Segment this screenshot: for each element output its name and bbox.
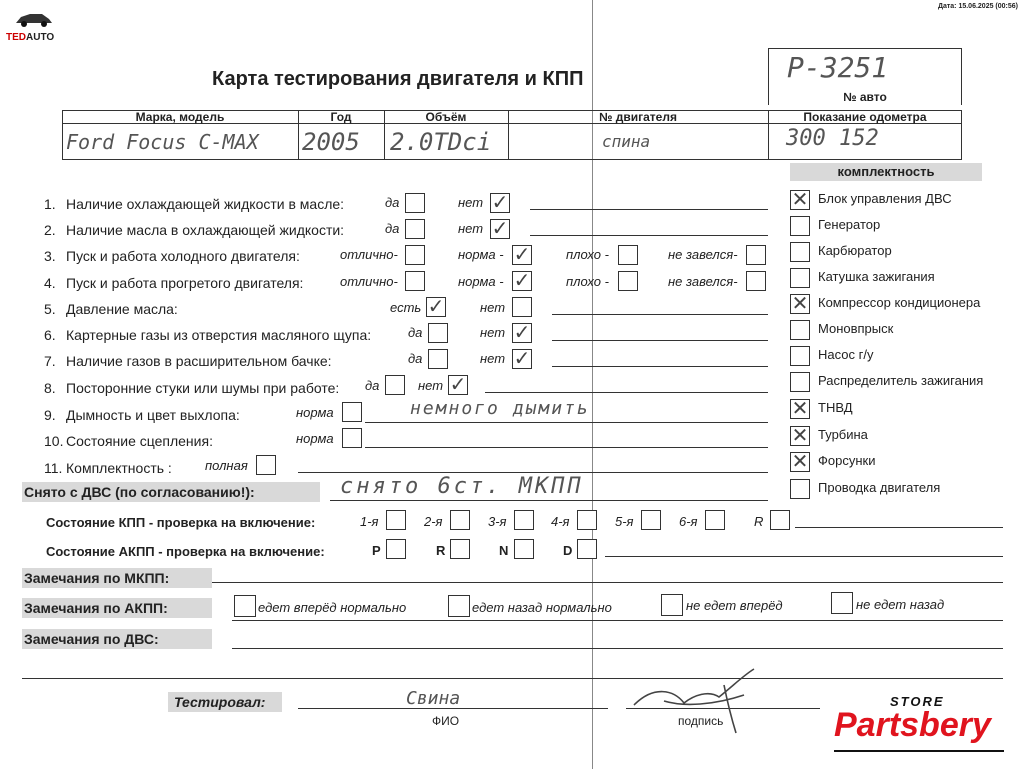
kit-item [788,477,1008,499]
option-label: нет [480,351,506,366]
check-mark: ✕ [791,396,809,420]
removed-label: Снято с ДВС (по согласованию!): [22,482,320,502]
question-text: Наличие газов в расширительном бачке: [66,353,332,369]
check-mark: ✕ [791,449,809,473]
car-icon [14,10,54,28]
answer-line [485,392,768,393]
page-title: Карта тестирования двигателя и КПП [212,68,584,90]
answer-line [530,235,768,236]
option-excellent-checkbox[interactable] [405,271,425,291]
print-date: Дата: 15.06.2025 (00:56) [937,3,1018,10]
remarks-dvs-label: Замечания по ДВС: [22,629,212,649]
gear-d-checkbox[interactable] [577,539,597,559]
gear-label: R [436,543,446,558]
kit-item [788,318,1008,340]
question-row [44,275,304,291]
kit-title: комплектность [790,163,982,181]
kit-checkbox[interactable] [790,423,810,447]
kit-label: Блок управления ДВС [818,191,952,206]
option-bad-checkbox[interactable] [618,271,638,291]
question-number: 9. [44,407,56,423]
question-row [44,407,240,423]
option-label: да [365,378,380,393]
kit-item [788,188,1008,210]
question-number: 10. [44,433,64,449]
option-no-checkbox[interactable] [512,297,532,317]
check-mark: ✓ [513,320,531,344]
logo-auto: AUTO [26,32,55,43]
gear-1-checkbox[interactable] [386,510,406,530]
kit-label: Проводка двигателя [818,480,941,495]
kit-checkbox[interactable] [790,216,810,236]
remarks-akpp-label: Замечания по АКПП: [22,598,212,618]
akpp-forward-ok-checkbox[interactable] [234,595,256,617]
remarks-mkpp-label: Замечания по МКПП: [22,568,212,588]
fio-handwritten: Свина [406,688,461,709]
option-label: да [408,351,423,366]
value-year: 2005 [302,128,360,156]
option-yes-checkbox[interactable] [405,193,425,213]
info-table [62,110,962,160]
kit-item [788,344,1008,366]
header-odometer: Показание одометра [803,110,927,124]
question-row [44,327,372,343]
gear-n-checkbox[interactable] [514,539,534,559]
value-brand: Ford Focus C-MAX [66,130,259,154]
gear-label: 4-я [551,514,570,529]
option-normal-checkbox[interactable] [512,242,532,266]
option-label: нет [418,378,444,393]
question-row [44,222,345,238]
kit-label: Карбюратор [818,243,892,258]
question-row [44,380,340,396]
question-number: 11. [44,460,63,476]
kit-checkbox[interactable] [790,449,810,473]
option-label: не завелся- [668,247,738,262]
header-volume: Объём [425,110,467,124]
option-label: отлично- [340,247,398,262]
fio-caption: ФИО [432,714,460,728]
check-mark: ✕ [791,291,809,315]
answer-line [605,556,1003,557]
akpp-option-label: едет вперёд нормально [258,600,407,615]
kit-label: Распределитель зажигания [818,373,984,388]
akpp-option-label: не едет вперёд [686,598,783,613]
removed-note: снято 6ст. МКПП [340,474,584,499]
option-label: есть [390,300,422,315]
kit-label: ТНВД [818,400,853,415]
option-no-start-checkbox[interactable] [746,271,766,291]
kit-label: Форсунки [818,453,876,468]
question-number: 4. [44,275,56,291]
store-name: Partsbery [834,706,991,744]
question-row [44,353,332,369]
option-yes-checkbox[interactable] [428,323,448,343]
akpp-no-forward-checkbox[interactable] [661,594,683,616]
question-number: 7. [44,353,56,369]
akpp-label: Состояние АКПП - проверка на включение: [46,544,325,559]
question-row [44,301,178,317]
value-odometer: 300 152 [786,126,879,151]
kit-item [788,240,1008,262]
kit-checkbox[interactable] [790,372,810,392]
option-no-start-checkbox[interactable] [746,245,766,265]
question-text: Картерные газы из отверстия масляного щупа: [66,327,372,343]
header-brand: Марка, модель [135,110,225,124]
check-mark: ✓ [513,268,531,292]
kit-label: Насос г/у [818,347,874,362]
answer-line [212,582,1003,583]
check-mark: ✓ [513,346,531,370]
kit-checkbox[interactable] [790,396,810,420]
option-no-checkbox[interactable] [490,190,510,214]
answer-line [298,472,768,473]
option-label: норма [296,431,334,446]
gear-label: D [563,543,573,558]
question-text: Пуск и работа холодного двигателя: [66,248,300,264]
question-row [44,196,345,212]
logo [6,8,62,48]
kit-item [788,266,1008,288]
gear-3-checkbox[interactable] [514,510,534,530]
question-text: Дымность и цвет выхлопа: [66,407,240,423]
question-number: 5. [44,301,56,317]
question-text: Комплектность : [66,460,172,476]
check-mark: ✓ [491,190,509,214]
option-label: плохо - [566,247,609,262]
question-text: Пуск и работа прогретого двигателя: [66,275,304,291]
answer-line [232,620,1003,621]
question-row [44,248,300,264]
option-label: не завелся- [668,274,738,289]
kit-label: Турбина [818,427,868,442]
option-excellent-checkbox[interactable] [405,245,425,265]
store-logo [820,680,1018,762]
gear-5-checkbox[interactable] [641,510,661,530]
option-label: нет [458,221,484,236]
tested-label: Тестировал: [168,692,282,712]
question-number: 2. [44,222,56,238]
gear-label: 6-я [679,514,698,529]
kit-label: Компрессор кондиционера [818,295,981,310]
question-row [44,460,172,476]
option-label: да [408,325,423,340]
akpp-option-label: не едет назад [856,597,945,612]
kit-checkbox[interactable] [790,268,810,288]
option-label: нет [480,325,506,340]
gear-label: N [499,543,509,558]
option-label: нет [480,300,506,315]
answer-line [530,209,768,210]
kpp-label: Состояние КПП - проверка на включение: [46,515,316,530]
akpp-option-label: едет назад нормально [472,600,612,615]
gear-p-checkbox[interactable] [386,539,406,559]
option-yes-checkbox[interactable] [428,349,448,369]
option-label: норма - [458,247,504,262]
question-text: Наличие масла в охлаждающей жидкости: [66,222,345,238]
option-no-checkbox[interactable] [448,372,468,396]
kit-item [788,292,1008,314]
answer-line [552,340,768,341]
header-year: Год [330,110,352,124]
option-yes-checkbox[interactable] [405,219,425,239]
logo-ted: TED [6,32,26,43]
option-normal-checkbox[interactable] [342,428,362,448]
option-label: полная [205,458,248,473]
gear-r-auto-checkbox[interactable] [450,539,470,559]
value-volume: 2.0TDci [390,128,492,156]
gear-label: 5-я [615,514,634,529]
option-yes-checkbox[interactable] [426,294,446,318]
gear-label: 2-я [424,514,443,529]
gear-label: 3-я [488,514,507,529]
question-number: 1. [44,196,56,212]
answer-line [365,447,768,448]
auto-number-value: P-3251 [787,51,889,84]
question-text: Состояние сцепления: [66,433,213,449]
question-number: 6. [44,327,56,343]
option-no-checkbox[interactable] [490,216,510,240]
answer-line [795,527,1003,528]
option-yes-checkbox[interactable] [385,375,405,395]
kit-item [788,450,1008,472]
sign-caption: подпись [678,714,724,728]
kit-item [788,424,1008,446]
option-no-checkbox[interactable] [512,320,532,344]
answer-line [552,366,768,367]
option-label: нет [458,195,484,210]
kit-checkbox[interactable] [790,242,810,262]
gear-2-checkbox[interactable] [450,510,470,530]
option-normal-checkbox[interactable] [342,402,362,422]
question-row [44,433,213,449]
kit-checkbox[interactable] [790,346,810,366]
check-mark: ✓ [513,242,531,266]
question-text: Давление масла: [66,301,178,317]
question-text: Посторонние стуки или шумы при работе: [66,380,340,396]
gear-label: R [754,514,764,529]
answer-line [232,648,1003,649]
question-text: Наличие охлаждающей жидкости в масле: [66,196,345,212]
check-mark: ✓ [449,372,467,396]
check-mark: ✓ [427,294,445,318]
auto-number-label: № авто [843,90,887,104]
kit-checkbox[interactable] [790,479,810,499]
akpp-no-backward-checkbox[interactable] [831,592,853,614]
option-label: да [385,221,400,236]
check-mark: ✕ [791,187,809,211]
kit-item [788,214,1008,236]
kit-label: Моновпрыск [818,321,894,336]
answer-line [552,314,768,315]
kit-item [788,370,1008,392]
kit-item [788,397,1008,419]
kit-checkbox[interactable] [790,187,810,211]
gear-label: P [372,543,381,558]
akpp-backward-ok-checkbox[interactable] [448,595,470,617]
option-label: плохо - [566,274,609,289]
question-number: 3. [44,248,56,264]
option-label: норма [296,405,334,420]
kit-label: Катушка зажигания [818,269,935,284]
gear-4-checkbox[interactable] [577,510,597,530]
option-full-checkbox[interactable] [256,455,276,475]
option-label: отлично- [340,274,398,289]
option-no-checkbox[interactable] [512,346,532,370]
value-engine: спина [602,132,651,151]
option-label: да [385,195,400,210]
gear-r-checkbox[interactable] [770,510,790,530]
answer-line [365,422,768,423]
kit-label: Генератор [818,217,881,232]
answer-line [330,500,768,501]
store-top-text: STORE [890,694,945,709]
store-underline [834,750,1004,752]
question-number: 8. [44,380,56,396]
header-engine: № двигателя [599,110,677,124]
option-bad-checkbox[interactable] [618,245,638,265]
check-mark: ✓ [491,216,509,240]
option-normal-checkbox[interactable] [512,268,532,292]
kit-checkbox[interactable] [790,291,810,315]
gear-6-checkbox[interactable] [705,510,725,530]
kit-checkbox[interactable] [790,320,810,340]
smoke-note: немного дымить [410,398,590,419]
option-label: норма - [458,274,504,289]
check-mark: ✕ [791,423,809,447]
gear-label: 1-я [360,514,379,529]
answer-line [22,678,1003,679]
